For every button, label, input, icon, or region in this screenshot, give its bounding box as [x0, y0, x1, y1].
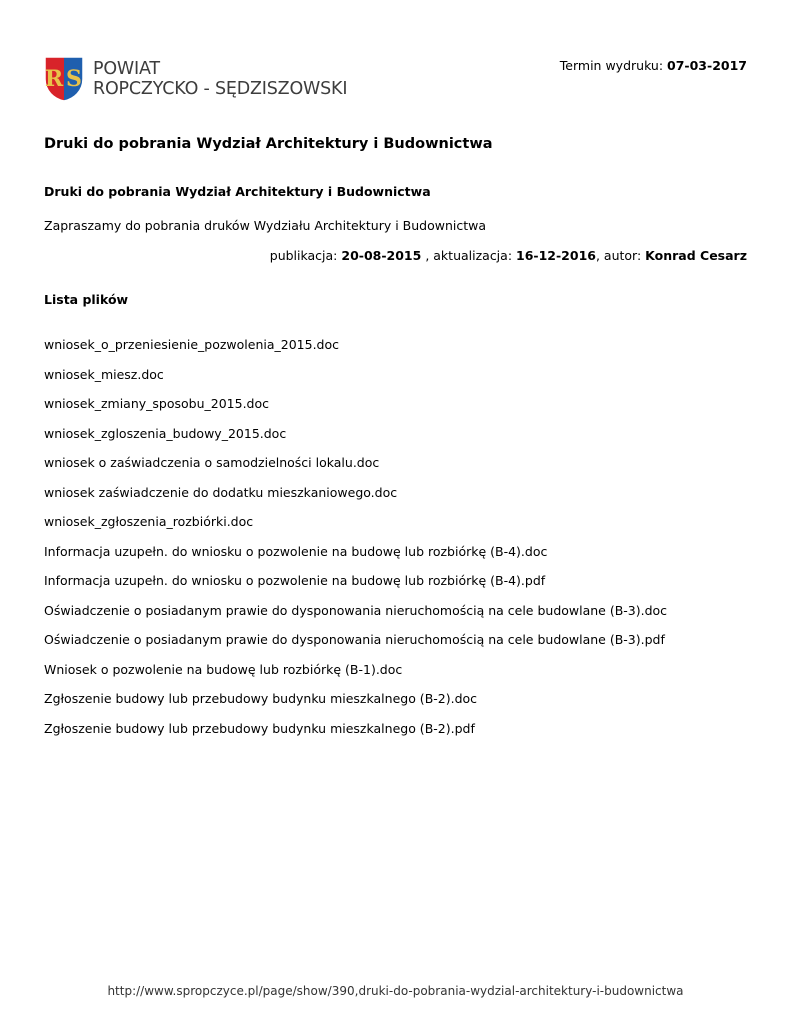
article-title: Druki do pobrania Wydział Architektury i Budownictwa — [44, 184, 431, 199]
file-link[interactable]: wniosek_zmiany_sposobu_2015.doc — [44, 396, 269, 411]
logo-line-2: ROPCZYCKO - SĘDZISZOWSKI — [93, 79, 348, 99]
file-link[interactable]: wniosek zaświadczenie do dodatku mieszkaniowego.doc — [44, 484, 398, 500]
print-date — [560, 58, 747, 73]
file-link[interactable]: Oświadczenie o posiadanym prawie do dysponowania nieruchomością na cele budowlane (B-3).pdf — [44, 632, 665, 647]
page-title: Druki do pobrania Wydział Architektury i Budownictwa — [44, 136, 493, 152]
file-item — [44, 514, 667, 544]
article-intro: Zapraszamy do pobrania druków Wydziału Architektury i Budownictwa — [44, 218, 487, 233]
file-item — [44, 455, 667, 485]
updated-label: , aktualizacja: — [421, 248, 517, 263]
author-name: Konrad Cesarz — [645, 248, 747, 263]
powiat-logo — [43, 55, 347, 103]
file-item — [44, 603, 667, 633]
file-item — [44, 691, 667, 721]
file-item — [44, 632, 667, 662]
author-label: , autor: — [595, 248, 646, 263]
file-item — [44, 721, 667, 751]
file-item — [44, 573, 667, 603]
svg-text:R: R — [44, 66, 64, 92]
file-list — [44, 337, 667, 750]
file-item — [44, 337, 667, 367]
file-link[interactable]: wniosek_zgłoszenia_rozbiórki.doc — [44, 514, 254, 529]
logo-text — [93, 59, 347, 99]
article-meta — [270, 248, 747, 263]
published-label: publikacja: — [269, 248, 342, 263]
coat-of-arms-icon — [43, 55, 85, 103]
file-link[interactable]: wniosek o zaświadczenia o samodzielności lokalu.doc — [44, 455, 380, 470]
print-date-label: Termin wydruku: — [559, 58, 668, 73]
published-date: 20-08-2015 — [341, 248, 422, 263]
file-link[interactable]: wniosek_miesz.doc — [44, 366, 164, 382]
logo-line-1: POWIAT — [93, 59, 160, 79]
file-item — [44, 485, 667, 515]
file-link[interactable]: Zgłoszenie budowy lub przebudowy budynku mieszkalnego (B-2).pdf — [44, 720, 475, 736]
file-item — [44, 544, 667, 574]
files-list-title: Lista plików — [44, 292, 129, 307]
print-date-value: 07-03-2017 — [667, 58, 747, 73]
file-item — [44, 662, 667, 692]
file-item — [44, 396, 667, 426]
file-item — [44, 426, 667, 456]
file-link[interactable]: Informacja uzupełn. do wniosku o pozwolenie na budowę lub rozbiórkę (B-4).pdf — [44, 573, 546, 588]
footer-url: http://www.spropczyce.pl/page/show/390,druki-do-pobrania-wydzial-architektury-i-budownictwa — [107, 984, 684, 998]
updated-date: 16-12-2016 — [516, 248, 596, 263]
file-link[interactable]: wniosek_zgloszenia_budowy_2015.doc — [44, 425, 287, 441]
file-link[interactable]: Informacja uzupełn. do wniosku o pozwolenie na budowę lub rozbiórkę (B-4).doc — [44, 543, 548, 559]
svg-text:S: S — [66, 66, 82, 92]
file-link[interactable]: Wniosek o pozwolenie na budowę lub rozbiórkę (B-1).doc — [44, 661, 403, 677]
file-link[interactable]: wniosek_o_przeniesienie_pozwolenia_2015.doc — [44, 337, 340, 352]
file-link[interactable]: Oświadczenie o posiadanym prawie do dysponowania nieruchomością na cele budowlane (B-3).doc — [44, 602, 668, 618]
file-link[interactable]: Zgłoszenie budowy lub przebudowy budynku mieszkalnego (B-2).doc — [44, 691, 478, 706]
file-item — [44, 367, 667, 397]
